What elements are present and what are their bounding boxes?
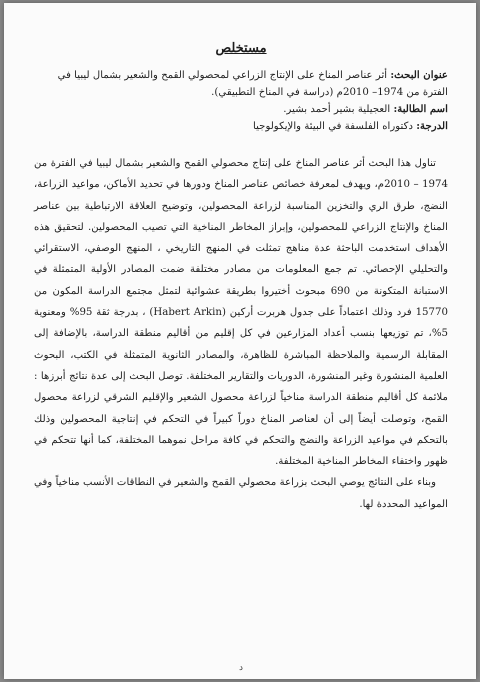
research-title-row xyxy=(34,67,448,101)
research-title-value: أثر عناصر المناخ على الإنتاج الزراعي لمحصولي القمح والشعير بشمال ليبيا في الفترة من 1974– 2010م (دراسة في المناخ التطبيقي). xyxy=(57,70,448,98)
abstract-paragraph: وبناء على النتائج يوصي البحث بزراعة محصولي القمح والشعير في النطاقات الأنسب مناخياً وفي المواعيد المحددة لها. xyxy=(34,477,448,510)
research-title-label: عنوان البحث: xyxy=(390,69,448,81)
student-value: العجيلية بشير أحمد بشير. xyxy=(283,104,391,115)
thesis-meta xyxy=(34,67,448,135)
degree-value: دكتوراه الفلسفة في البيئة والإيكولوجيا xyxy=(252,121,414,132)
page-title: مستخلص xyxy=(215,41,267,56)
abstract-paragraph: تناول هذا البحث أثر عناصر المناخ على إنتاج محصولي القمح والشعير بشمال ليبيا في الفترة من 1974 – 2010م، ويهدف لمعرفة خصائص عناصر المناخ ودورها في تحديد الأماكن، مواعيد الزراعة، النضج، طرق الري والتخزين المناسبة لزراعة المحصولين، وتوضيح العلاقة الارتباطية بين عناصر المناخ والإنتاج الزراعي للمحصولين، وإبراز المخاطر المناخية التي تصيب المحصولين. لتحقيق هذه الأهداف استخدمت الباحثة عدة مناهج تمثلت في المنهج التاريخي ، المنهج الوصفي، الاستقرائي والتحليلي الإحصائي. تم جمع المعلومات من مصادر مختلفة ضمت المصادر الأولية المتمثلة في الاستبانة المتكونة من 690 مبحوث أختيروا بطريقة عشوائية لتمثل مجتمع الدراسة المكون من 15770 فرد وذلك اعتماداً على جدول هربرت أركين (Habert Arkin) ، بدرجة ثقة 95% ومعنوية 5%، تم توزيعها بنسب أعداد المزارعين في كل إقليم من أقاليم منطقة الدراسة، بالإضافة إلى المقابلة الرسمية والملاحظة المباشرة للظاهرة، والمصادر الثانوية المتمثلة في الكتب، البحوث العلمية المنشورة وغير المنشورة، الدوريات والتقارير المختلفة. توصل البحث إلى عدة نتائج أبرزها : ملائمة كل أقاليم منطقة الدراسة مناخياً لزراعة محصول الشعير والإقليم الشرقي لزراعة محصول القمح، وتوصلت أيضاً إلى أن لعناصر المناخ دوراً كبيراً في التحكم في إنتاجية المحصولين وذلك بالتحكم في مواعيد الزراعة والنضج والتحكم في كافة مراحل نموهما المختلفة، كما أنها تتحكم في ظهور واختفاء المخاطر المناخية المختلفة. xyxy=(34,158,448,468)
degree-row xyxy=(34,118,448,135)
student-label: اسم الطالبة: xyxy=(393,103,448,115)
student-row xyxy=(34,101,448,118)
document-page xyxy=(4,3,476,679)
degree-label: الدرجة: xyxy=(416,120,448,132)
abstract-body xyxy=(34,153,448,515)
page-number: د xyxy=(238,663,243,673)
